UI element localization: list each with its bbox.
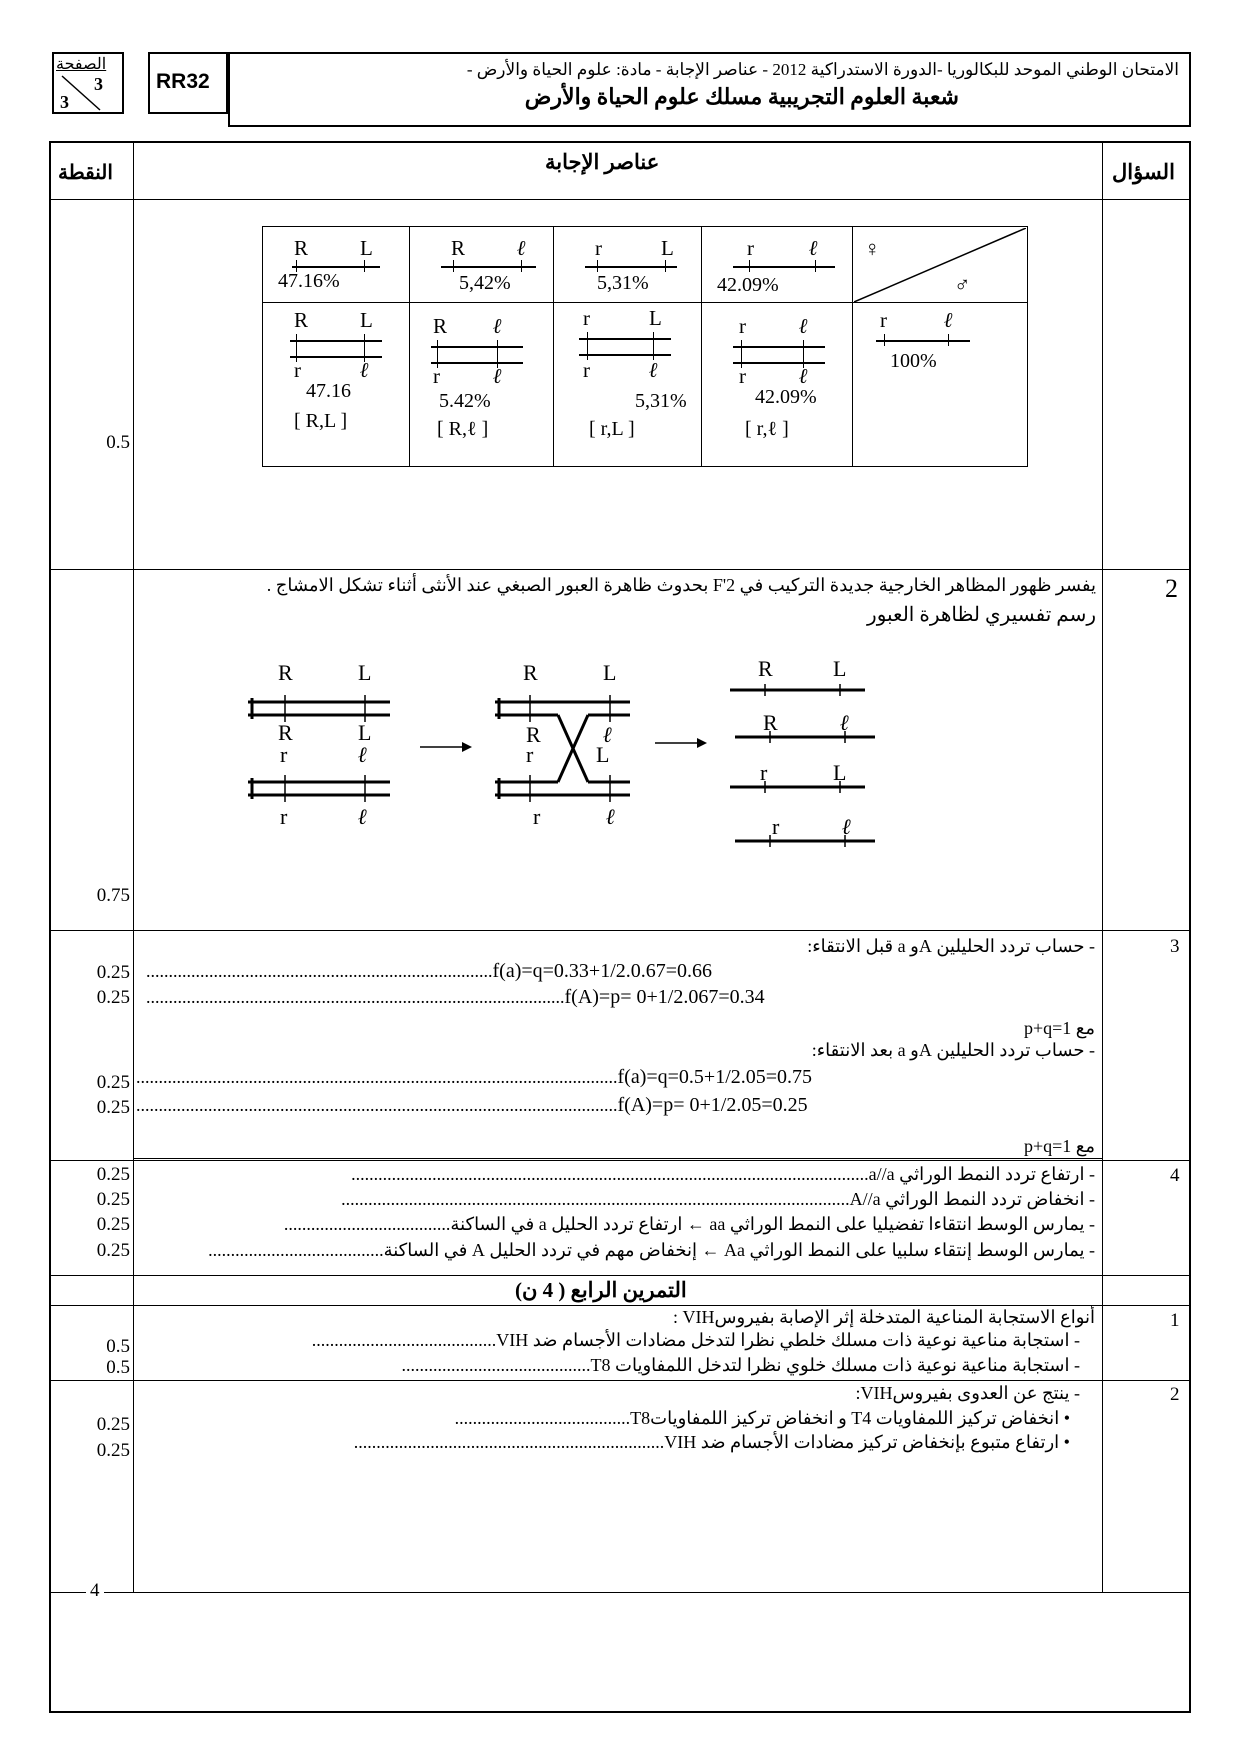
ex4-q2-line1-text: • انخفاض تركيز اللمفاويات T4 و انخفاض تركيز اللمفاوياتT8 xyxy=(630,1408,1070,1428)
allele: r xyxy=(294,358,301,382)
offspring-cell-1 xyxy=(264,304,408,462)
allele-label: ℓ xyxy=(603,722,613,747)
offspring-pct: 5.42% xyxy=(439,390,491,412)
point-value: 0.25 xyxy=(96,1240,130,1261)
allele-label: ℓ xyxy=(358,742,368,767)
allele: ℓ xyxy=(360,358,369,382)
gamete-allele: L xyxy=(360,236,373,260)
allele-label: r xyxy=(772,814,780,839)
point-value: 0.25 xyxy=(96,1072,130,1093)
q4-line1-text: - ارتفاع تردد النمط الوراثي a//a xyxy=(868,1164,1095,1184)
point-column-header: النقطة xyxy=(58,162,113,184)
crossing-over-diagram xyxy=(240,655,920,855)
q4-line2: - انخفاض تردد النمط الوراثي A//a................................................................................................................. xyxy=(341,1189,1095,1209)
gamete-allele: r xyxy=(595,236,602,260)
page-indicator xyxy=(52,52,124,114)
offspring-cell-4 xyxy=(703,304,851,462)
allele-label: R xyxy=(763,710,778,735)
point-value: 0.25 xyxy=(96,987,130,1008)
q3-before-title: - حساب تردد الحليلين Aو a قبل الانتقاء: xyxy=(807,936,1095,956)
allele: R xyxy=(433,314,448,338)
exam-title-line2: شعبة العلوم التجريبية مسلك علوم الحياة والأرض xyxy=(524,84,959,109)
gamete-allele: L xyxy=(661,236,674,260)
q4-line1: - ارتفاع تردد النمط الوراثي a//a................................................................................................................... xyxy=(351,1164,1095,1184)
point-value: 0.5 xyxy=(106,1336,130,1357)
exam-code-text: RR32 xyxy=(156,70,210,93)
exam-code xyxy=(148,52,228,114)
gamete-cell-4 xyxy=(703,228,851,298)
answer-column-header: عناصر الإجابة xyxy=(545,150,660,174)
gamete-allele: R xyxy=(451,236,466,260)
allele-label: R xyxy=(523,660,538,685)
allele-label: L xyxy=(833,760,847,785)
phenotype: [ r,ℓ ] xyxy=(745,418,789,440)
allele-label: ℓ xyxy=(606,804,616,829)
offspring-cell-2 xyxy=(411,304,552,462)
ex4-q1-title: أنواع الاستجابة المناعية المتدخلة إثر الإصابة بفيروسVIH : xyxy=(672,1307,1095,1327)
exercise-4-title: التمرين الرابع ( 4 ن) xyxy=(515,1278,687,1302)
gamete-cell-3 xyxy=(555,228,700,298)
point-value: 0.25 xyxy=(96,962,130,983)
question-number-3: 3 xyxy=(1170,936,1180,957)
allele-label: L xyxy=(833,656,847,681)
allele: r xyxy=(739,314,746,338)
gamete-cell-2 xyxy=(411,228,552,298)
gamete-pct: 42.09% xyxy=(717,274,779,296)
allele-label: ℓ xyxy=(358,804,368,829)
page-number: 3 xyxy=(94,74,103,94)
point-value: 0.25 xyxy=(96,1214,130,1235)
allele-label: R xyxy=(278,720,293,745)
allele-label: ℓ xyxy=(842,814,852,839)
phenotype: [ R,L ] xyxy=(294,410,348,432)
q2-text2: رسم تفسيري لظاهرة العبور xyxy=(867,604,1096,626)
allele: ℓ xyxy=(649,358,658,382)
exam-title-box xyxy=(228,52,1191,127)
allele: L xyxy=(360,308,373,332)
ex4-q1-line1: - استجابة مناعية نوعية ذات مسلك خلطي نظرا لتدخل مضادات الأجسام ضد VIH......................................... xyxy=(311,1330,1080,1350)
gamete-allele: r xyxy=(747,236,754,260)
point-value: 0.5 xyxy=(106,432,130,453)
formula: f(A)=p= 0+1/2.067=0.34 xyxy=(564,986,765,1008)
allele-label: ℓ xyxy=(840,710,850,735)
gamete-allele: ℓ xyxy=(517,236,526,260)
q2-text1: يفسر ظهور المظاهر الخارجية جديدة التركيب في F'2 بحدوث ظاهرة العبور الصبغي عند الأنثى أثناء تشكل الامشاج . xyxy=(266,575,1096,595)
allele: ℓ xyxy=(944,308,953,332)
ex4-q1-line1-text: - استجابة مناعية نوعية ذات مسلك خلطي نظرا لتدخل مضادات الأجسام ضد VIH xyxy=(496,1330,1080,1350)
q4-line3: - يمارس الوسط انتقاءا تفضيليا على النمط الوراثي aa ← ارتفاع تردد الحليل a في الساكنة..................................... xyxy=(283,1214,1095,1234)
q4-line3-text: - يمارس الوسط انتقاءا تفضيليا على النمط الوراثي aa ← ارتفاع تردد الحليل a في الساكنة. xyxy=(445,1214,1095,1234)
ex4-q1-line2: - استجابة مناعية نوعية ذات مسلك خلوي نظرا لتدخل اللمفاويات T8.......................................... xyxy=(401,1355,1080,1375)
offspring-pct: 5,31% xyxy=(635,390,687,412)
male-gamete-pct: 100% xyxy=(890,350,937,372)
allele-label: L xyxy=(358,660,372,685)
offspring-pct: 42.09% xyxy=(755,386,817,408)
allele-label: L xyxy=(596,742,610,767)
q4-line4-text: - يمارس الوسط إنتقاء سلبيا على النمط الوراثي Aa ← إنخفاض مهم في تردد الحليل A في الساكنة. xyxy=(379,1240,1095,1260)
allele-label: R xyxy=(526,722,541,747)
question-number-2: 2 xyxy=(1165,574,1178,603)
ex4-q2-line2-text: • ارتفاع متبوع بإنخفاض تركيز مضادات الأجسام ضد VIH xyxy=(664,1432,1070,1452)
question-column-header: السؤال xyxy=(1112,160,1175,184)
phenotype: [ R,ℓ ] xyxy=(437,418,489,440)
question-number-4: 4 xyxy=(1170,1165,1180,1186)
allele: ℓ xyxy=(493,314,502,338)
gamete-pct: 5,42% xyxy=(459,272,511,294)
phenotype: [ r,L ] xyxy=(589,418,635,440)
female-symbol: ♀ xyxy=(864,236,881,261)
page-total: 3 xyxy=(60,92,69,112)
q3-fa-before: .............................................................................f(a)=q=0.33+1/2.0.67=0.66 xyxy=(146,960,713,982)
allele: R xyxy=(294,308,309,332)
allele: ℓ xyxy=(799,314,808,338)
gamete-cell-1 xyxy=(264,228,408,298)
cross-table xyxy=(262,226,1028,467)
question-number-2b: 2 xyxy=(1170,1384,1180,1405)
question-number-1: 1 xyxy=(1170,1310,1180,1331)
sex-symbols-cell xyxy=(854,228,1026,298)
allele-label: r xyxy=(280,804,288,829)
male-symbol: ♂ xyxy=(954,272,971,297)
ex4-q2-line2: • ارتفاع متبوع بإنخفاض تركيز مضادات الأجسام ضد VIH..................................................................... xyxy=(353,1432,1070,1452)
page-label: الصفحة xyxy=(56,56,107,73)
q3-with1: مع p+q=1 xyxy=(1023,1018,1095,1038)
q4-line2-text: - انخفاض تردد النمط الوراثي A//a xyxy=(849,1189,1095,1209)
allele-label: r xyxy=(280,742,288,767)
point-value: 0.25 xyxy=(96,1189,130,1210)
point-value: 0.25 xyxy=(96,1164,130,1185)
point-value: 0.25 xyxy=(96,1414,130,1435)
allele-label: R xyxy=(278,660,293,685)
allele: r xyxy=(739,364,746,388)
allele-label: R xyxy=(758,656,773,681)
allele-label: r xyxy=(533,804,541,829)
q3-fa-after: ...........................................................................................................f(a)=q=0.5+1/2.05=0.75 xyxy=(136,1066,813,1088)
ex4-q2-title: - ينتج عن العدوى بفيروسVIH: xyxy=(855,1383,1080,1403)
gamete-allele: ℓ xyxy=(809,236,818,260)
point-value: 0.75 xyxy=(96,885,130,906)
formula: f(A)=p= 0+1/2.05=0.25 xyxy=(617,1094,808,1116)
offspring-pct: 47.16 xyxy=(306,380,351,402)
allele: ℓ xyxy=(799,364,808,388)
ex4-q1-line2-text: - استجابة مناعية نوعية ذات مسلك خلوي نظرا لتدخل اللمفاويات T8 xyxy=(590,1355,1080,1375)
male-gamete-cell xyxy=(854,304,1026,462)
point-value: 0.25 xyxy=(96,1440,130,1461)
q3-fA-after: ...........................................................................................................f(A)=p= 0+1/2.05=0.25 xyxy=(136,1094,808,1116)
allele-label: L xyxy=(603,660,617,685)
q4-line4: - يمارس الوسط إنتقاء سلبيا على النمط الوراثي Aa ← إنخفاض مهم في تردد الحليل A في الساكنة....................................... xyxy=(208,1240,1095,1260)
allele-label: r xyxy=(760,760,768,785)
allele-label: L xyxy=(358,720,372,745)
formula: f(a)=q=0.5+1/2.05=0.75 xyxy=(617,1066,813,1088)
point-value: 0.25 xyxy=(96,1097,130,1118)
allele-label: r xyxy=(526,742,534,767)
allele: ℓ xyxy=(493,364,502,388)
allele: r xyxy=(433,364,440,388)
gamete-pct: 5,31% xyxy=(597,272,649,294)
exam-title-line1: الامتحان الوطني الموحد للبكالوريا -الدورة الاستدراكية 2012 - عناصر الإجابة - مادة: علوم الحياة والأرض - xyxy=(466,60,1179,79)
offspring-cell-3 xyxy=(555,304,700,462)
footer-page-number: 4 xyxy=(86,1580,104,1602)
q3-fA-before: .............................................................................................f(A)=p= 0+1/2.067=0.34 xyxy=(146,986,765,1008)
q3-after-title: - حساب تردد الحليلين Aو a بعد الانتقاء: xyxy=(811,1040,1095,1060)
gamete-allele: R xyxy=(294,236,309,260)
allele: L xyxy=(649,306,662,330)
allele: r xyxy=(880,308,887,332)
ex4-q2-line1: • انخفاض تركيز اللمفاويات T4 و انخفاض تركيز اللمفاوياتT8....................................... xyxy=(454,1408,1070,1428)
allele: r xyxy=(583,358,590,382)
allele: r xyxy=(583,306,590,330)
point-value: 0.5 xyxy=(106,1357,130,1378)
formula: f(a)=q=0.33+1/2.0.67=0.66 xyxy=(492,960,713,982)
gamete-pct: 47.16% xyxy=(278,270,340,292)
q3-with2: مع p+q=1 xyxy=(1023,1136,1095,1156)
